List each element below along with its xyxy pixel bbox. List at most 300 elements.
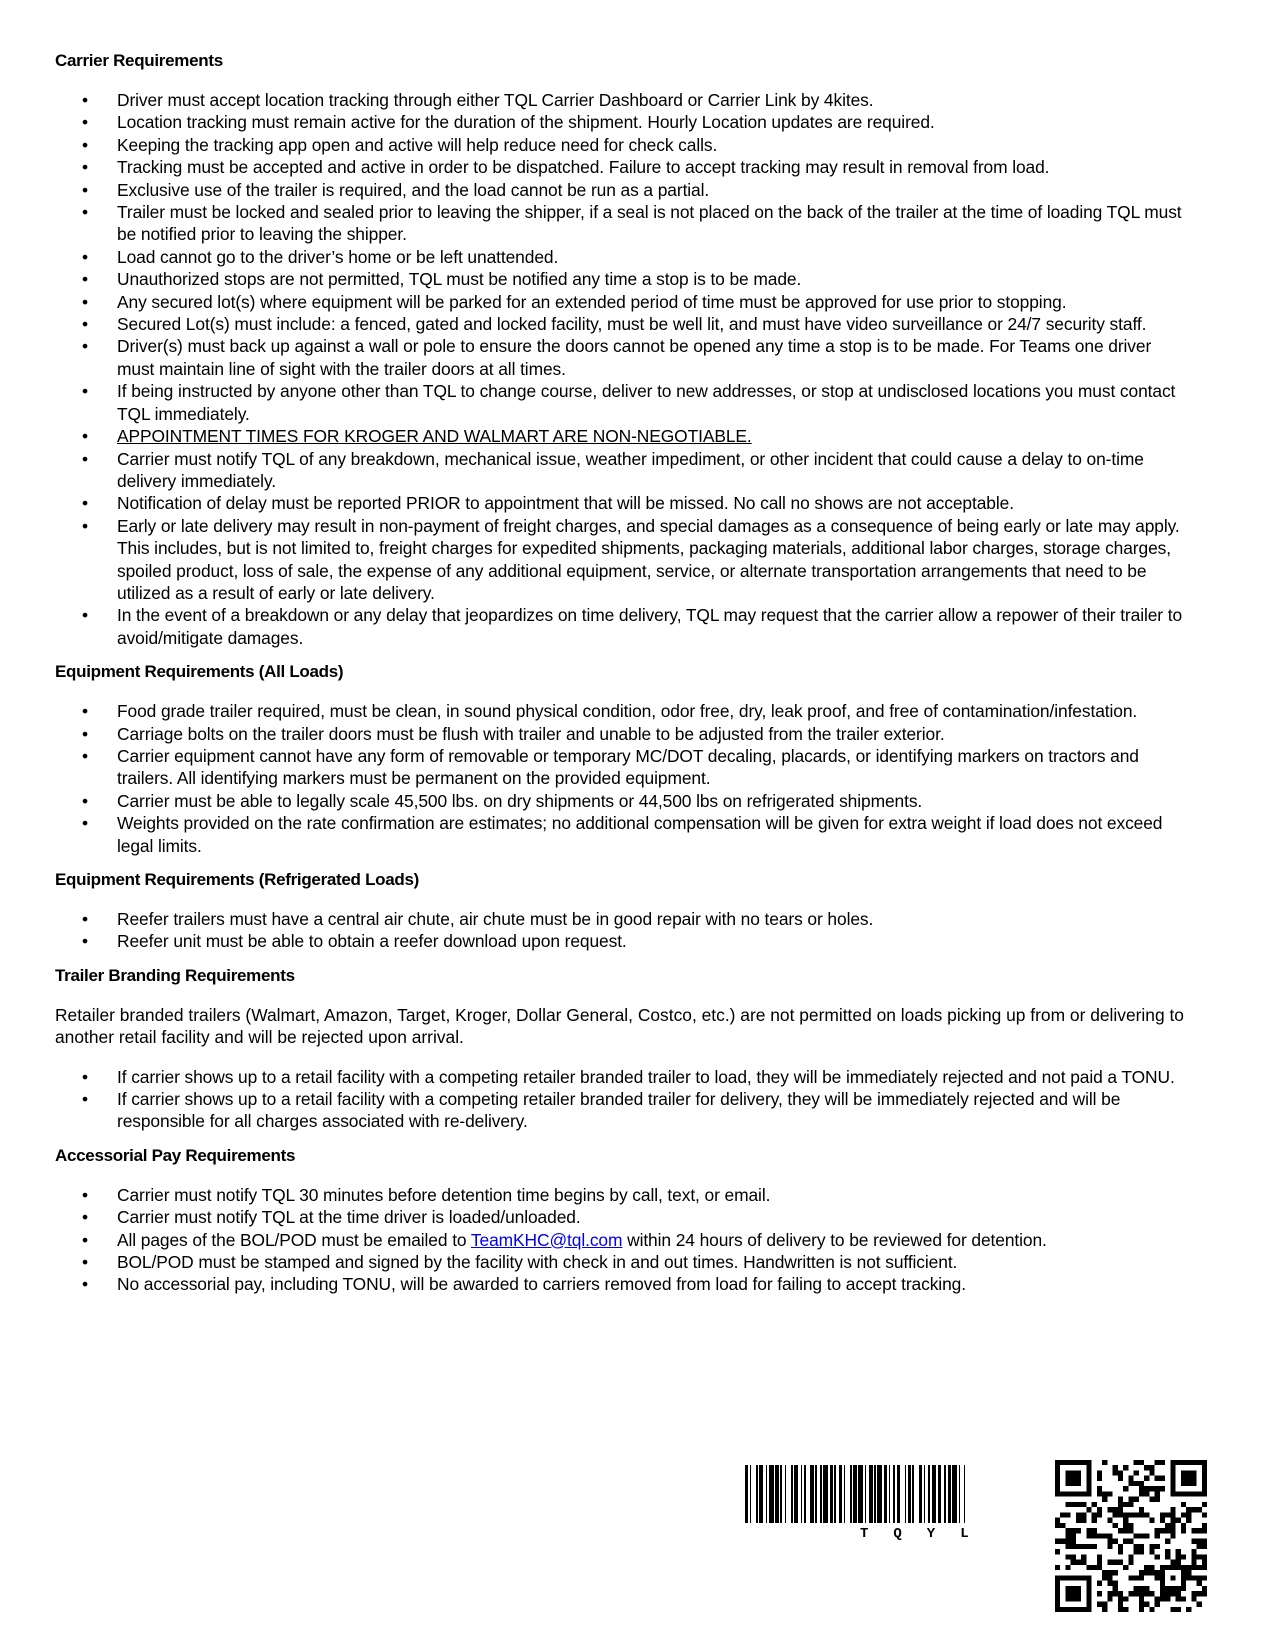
qr-module: [1149, 1518, 1154, 1523]
qr-module: [1123, 1486, 1128, 1491]
qr-module: [1165, 1512, 1170, 1517]
qr-module: [1071, 1544, 1076, 1549]
bullet-icon: •: [82, 1089, 88, 1110]
qr-module: [1107, 1491, 1112, 1496]
bullet-list: [55, 1066, 1190, 1133]
qr-module: [1202, 1544, 1207, 1549]
qr-module: [1128, 1502, 1133, 1507]
section-heading: Accessorial Pay Requirements: [55, 1145, 296, 1165]
list-item-text: Notification of delay must be reported PRIOR to appointment that will be missed. No call no shows are not acceptable.: [117, 493, 1014, 514]
qr-module: [1134, 1549, 1139, 1554]
qr-module: [1092, 1528, 1097, 1533]
qr-module: [1170, 1507, 1175, 1512]
qr-module: [1123, 1523, 1128, 1528]
qr-module: [1123, 1518, 1128, 1523]
qr-module: [1123, 1528, 1128, 1533]
qr-module: [1197, 1539, 1202, 1544]
list-item: [55, 745, 1190, 790]
qr-module: [1076, 1512, 1081, 1517]
qr-module: [1181, 1523, 1186, 1528]
qr-module: [1118, 1602, 1123, 1607]
qr-module: [1160, 1512, 1165, 1517]
qr-module: [1102, 1497, 1107, 1502]
section-paragraph: Retailer branded trailers (Walmart, Amazon, Target, Kroger, Dollar General, Costco, etc.) are not permitted on loads picking up from or delivering to another retail facility and will be rejected upon arrival.: [55, 1004, 1184, 1048]
bullet-icon: •: [82, 291, 88, 312]
qr-module: [1128, 1512, 1133, 1517]
qr-module: [1155, 1554, 1160, 1559]
qr-module: [1081, 1518, 1086, 1523]
bullet-icon: •: [82, 1207, 88, 1228]
qr-module: [1134, 1512, 1139, 1517]
qr-module: [1139, 1460, 1144, 1465]
bullet-list: [55, 908, 1190, 953]
qr-module: [1107, 1581, 1112, 1586]
qr-module: [1113, 1591, 1118, 1596]
bullet-icon: •: [82, 1066, 88, 1087]
qr-module: [1081, 1502, 1086, 1507]
qr-module: [1055, 1565, 1060, 1570]
qr-module: [1097, 1491, 1102, 1496]
qr-module: [1102, 1460, 1107, 1465]
list-item: [55, 268, 1190, 290]
bullet-list: [55, 700, 1190, 857]
qr-module: [1155, 1491, 1160, 1496]
bullet-icon: •: [82, 426, 88, 447]
qr-module: [1155, 1575, 1160, 1580]
qr-module: [1118, 1497, 1123, 1502]
bullet-icon: •: [82, 314, 88, 335]
qr-module: [1107, 1544, 1112, 1549]
qr-module: [1097, 1565, 1102, 1570]
qr-module: [1071, 1554, 1076, 1559]
qr-module: [1144, 1565, 1149, 1570]
list-item: [55, 335, 1190, 380]
list-item-text: If carrier shows up to a retail facility with a competing retailer branded trailer to load, they will be immediately rejected and not paid a TONU.: [117, 1066, 1175, 1087]
qr-module: [1118, 1560, 1123, 1565]
qr-module: [1202, 1539, 1207, 1544]
list-item-text: Trailer must be locked and sealed prior to leaving the shipper, if a seal is not placed on the back of the trailer at the time of loading TQL must be notified prior to leaving the shipper.: [117, 202, 1182, 245]
qr-module: [1097, 1554, 1102, 1559]
qr-module: [1092, 1502, 1097, 1507]
list-item: [55, 156, 1190, 178]
qr-module: [1144, 1476, 1149, 1481]
qr-module: [1097, 1512, 1102, 1517]
qr-module: [1102, 1607, 1107, 1612]
qr-module: [1071, 1533, 1076, 1538]
bullet-icon: •: [82, 1274, 88, 1295]
qr-module: [1113, 1512, 1118, 1517]
qr-module: [1097, 1602, 1102, 1607]
qr-module: [1202, 1512, 1207, 1517]
qr-module: [1134, 1497, 1139, 1502]
qr-module: [1149, 1465, 1154, 1470]
qr-module: [1128, 1497, 1133, 1502]
qr-module: [1155, 1602, 1160, 1607]
qr-module: [1165, 1554, 1170, 1559]
qr-module: [1139, 1507, 1144, 1512]
qr-module: [1170, 1533, 1175, 1538]
qr-module: [1123, 1565, 1128, 1570]
qr-module: [1081, 1544, 1086, 1549]
bullet-icon: •: [82, 448, 88, 469]
qr-module: [1202, 1528, 1207, 1533]
qr-module: [1139, 1607, 1144, 1612]
qr-module: [1144, 1465, 1149, 1470]
qr-module: [1076, 1502, 1081, 1507]
qr-module: [1134, 1470, 1139, 1475]
qr-module: [1139, 1602, 1144, 1607]
qr-module: [1149, 1544, 1154, 1549]
list-item-text: Keeping the tracking app open and active will help reduce need for check calls.: [117, 134, 718, 155]
qr-module: [1107, 1591, 1112, 1596]
qr-module: [1065, 1470, 1081, 1486]
barcode: [745, 1465, 1032, 1527]
qr-module: [1113, 1470, 1118, 1475]
list-item-text: In the event of a breakdown or any delay that jeopardizes on time delivery, TQL may request that the carrier allow a repower of their trailer to avoid/mitigate damages.: [117, 605, 1183, 648]
qr-module: [1202, 1591, 1207, 1596]
qr-module: [1197, 1507, 1202, 1512]
qr-module: [1144, 1512, 1149, 1517]
qr-module: [1181, 1554, 1186, 1559]
list-item: [55, 1206, 1190, 1228]
qr-module: [1107, 1539, 1112, 1544]
qr-module: [1155, 1533, 1160, 1538]
bullet-icon: •: [82, 90, 88, 110]
list-item: [55, 201, 1190, 246]
qr-module: [1076, 1544, 1081, 1549]
bullet-icon: •: [82, 790, 88, 811]
barcode-label: TQYL: [860, 1526, 994, 1542]
bullet-icon: •: [82, 493, 88, 514]
qr-module: [1128, 1476, 1133, 1481]
list-item-text: Reefer trailers must have a central air chute, air chute must be in good repair with no tears or holes.: [117, 909, 874, 929]
section-heading: Equipment Requirements (Refrigerated Loads): [55, 870, 419, 889]
qr-module: [1160, 1596, 1165, 1601]
qr-module: [1202, 1560, 1207, 1565]
qr-module: [1134, 1544, 1139, 1549]
bullet-icon: •: [82, 157, 88, 178]
qr-module: [1086, 1507, 1091, 1512]
qr-module: [1197, 1565, 1202, 1570]
qr-module: [1071, 1560, 1076, 1565]
qr-module: [1065, 1565, 1070, 1570]
qr-module: [1176, 1591, 1181, 1596]
qr-module: [1139, 1586, 1144, 1591]
qr-module: [1123, 1512, 1128, 1517]
qr-module: [1118, 1607, 1123, 1612]
bullet-icon: •: [82, 701, 88, 722]
qr-module: [1149, 1497, 1154, 1502]
list-item: [55, 1251, 1190, 1273]
qr-module: [1202, 1554, 1207, 1559]
list-item-text: Weights provided on the rate confirmation are estimates; no additional compensation will be given for extra weight if load does not exceed legal limits.: [117, 813, 1163, 856]
qr-module: [1149, 1607, 1154, 1612]
list-item: [55, 134, 1190, 156]
qr-module: [1139, 1491, 1144, 1496]
qr-module: [1065, 1502, 1070, 1507]
qr-module: [1097, 1507, 1102, 1512]
qr-module: [1186, 1518, 1191, 1523]
qr-module: [1092, 1544, 1097, 1549]
qr-module: [1092, 1518, 1097, 1523]
qr-module: [1113, 1465, 1118, 1470]
qr-module: [1165, 1528, 1170, 1533]
qr-module: [1092, 1533, 1097, 1538]
list-item-text: All pages of the BOL/POD must be emailed to: [117, 1229, 471, 1250]
qr-module: [1086, 1565, 1091, 1570]
qr-module: [1065, 1554, 1070, 1559]
qr-module: [1107, 1596, 1112, 1601]
qr-module: [1065, 1528, 1070, 1533]
qr-module: [1118, 1470, 1123, 1475]
qr-module: [1149, 1470, 1154, 1475]
qr-module: [1060, 1512, 1065, 1517]
qr-module: [1071, 1502, 1076, 1507]
qr-module: [1144, 1486, 1149, 1491]
qr-module: [1197, 1528, 1202, 1533]
list-item-text: Tracking must be accepted and active in order to be dispatched. Failure to accept tracking may result in removal from load.: [117, 157, 1050, 178]
qr-module: [1113, 1581, 1118, 1586]
qr-module: [1149, 1570, 1154, 1575]
qr-module: [1134, 1586, 1139, 1591]
qr-module: [1128, 1554, 1133, 1559]
qr-module: [1097, 1560, 1102, 1565]
bullet-list: [55, 1184, 1190, 1296]
qr-module: [1081, 1560, 1086, 1565]
bullet-icon: •: [82, 813, 88, 834]
qr-module: [1076, 1528, 1081, 1533]
qr-module: [1186, 1565, 1191, 1570]
qr-module: [1113, 1586, 1118, 1591]
qr-module: [1086, 1533, 1091, 1538]
qr-module: [1102, 1533, 1107, 1538]
qr-module: [1128, 1528, 1133, 1533]
list-item: [55, 246, 1190, 268]
qr-module: [1139, 1570, 1144, 1575]
qr-module: [1176, 1554, 1181, 1559]
qr-module: [1065, 1539, 1070, 1544]
list-item-text: Any secured lot(s) where equipment will be parked for an extended period of time must be approved for use prior to stopping.: [117, 291, 1067, 312]
qr-module: [1149, 1486, 1154, 1491]
bullet-icon: •: [82, 1229, 88, 1250]
qr-module: [1134, 1591, 1139, 1596]
qr-module: [1118, 1549, 1123, 1554]
qr-module: [1202, 1575, 1207, 1580]
list-item: [55, 89, 1190, 111]
qr-module: [1118, 1512, 1123, 1517]
list-item-text: Reefer unit must be able to obtain a reefer download upon request.: [117, 931, 627, 952]
qr-module: [1097, 1533, 1102, 1538]
qr-module: [1118, 1476, 1123, 1481]
qr-module: [1134, 1533, 1139, 1538]
qr-module: [1097, 1470, 1102, 1475]
qr-module: [1176, 1560, 1181, 1565]
qr-module: [1139, 1596, 1144, 1601]
qr-module: [1102, 1491, 1107, 1496]
list-item-text: Secured Lot(s) must include: a fenced, gated and locked facility, must be well lit, and must have video surveillance or 24/7 security staff.: [117, 314, 1147, 335]
list-item-text: Driver(s) must back up against a wall or pole to ensure the doors cannot be opened any time a stop is to be made. For Teams one driver must maintain line of sight with the trailer doors at all times.: [117, 336, 1152, 379]
bullet-icon: •: [82, 745, 88, 766]
section-heading: Equipment Requirements (All Loads): [55, 662, 344, 682]
qr-module: [1102, 1575, 1107, 1580]
qr-module: [1097, 1591, 1102, 1596]
qr-module: [1123, 1502, 1128, 1507]
qr-module: [1139, 1533, 1144, 1538]
qr-module: [1055, 1518, 1060, 1523]
qr-module: [1191, 1528, 1196, 1533]
qr-module: [1113, 1507, 1118, 1512]
bullet-icon: •: [82, 1184, 88, 1205]
qr-module: [1071, 1528, 1076, 1533]
qr-module: [1202, 1523, 1207, 1528]
qr-module: [1197, 1581, 1202, 1586]
qr-module: [1149, 1591, 1154, 1596]
list-item-text: Carrier must notify TQL of any breakdown, mechanical issue, weather impediment, or other incident that could cause a delay to on-time delivery immediately.: [117, 448, 1144, 491]
qr-module: [1191, 1560, 1196, 1565]
qr-code: [1055, 1460, 1207, 1612]
qr-module: [1097, 1486, 1102, 1491]
qr-module: [1134, 1575, 1139, 1580]
qr-module: [1065, 1586, 1081, 1602]
qr-module: [1165, 1596, 1170, 1601]
qr-module: [1191, 1596, 1196, 1601]
qr-module: [1113, 1539, 1118, 1544]
qr-module: [1128, 1539, 1133, 1544]
bullet-icon: •: [82, 515, 88, 536]
qr-module: [1176, 1596, 1181, 1601]
qr-module: [1107, 1560, 1112, 1565]
qr-module: [1170, 1560, 1175, 1565]
section-heading: Carrier Requirements: [55, 51, 223, 70]
list-item-text: If carrier shows up to a retail facility with a competing retailer branded trailer for delivery, they will be immediately rejected and will be responsible for all charges associated with re-delivery.: [117, 1089, 1121, 1132]
list-item: [55, 515, 1190, 605]
qr-module: [1128, 1523, 1133, 1528]
qr-module: [1155, 1460, 1160, 1465]
qr-module: [1144, 1586, 1149, 1591]
qr-module: [1123, 1596, 1128, 1601]
qr-module: [1165, 1549, 1170, 1554]
bullet-icon: •: [82, 134, 88, 155]
list-item: [55, 1088, 1190, 1133]
qr-module: [1144, 1491, 1149, 1496]
qr-module: [1160, 1591, 1165, 1596]
qr-module: [1107, 1533, 1112, 1538]
qr-module: [1160, 1528, 1165, 1533]
list-item-text: Driver must accept location tracking through either TQL Carrier Dashboard or Carrier Link by 4kites.: [117, 90, 874, 110]
qr-module: [1123, 1607, 1128, 1612]
list-item: [55, 604, 1190, 649]
qr-module: [1191, 1539, 1196, 1544]
qr-module: [1102, 1602, 1107, 1607]
qr-module: [1186, 1575, 1191, 1580]
list-item: [55, 723, 1190, 745]
bullet-icon: •: [82, 1252, 88, 1273]
qr-module: [1197, 1554, 1202, 1559]
bullet-icon: •: [82, 269, 88, 290]
qr-module: [1118, 1502, 1123, 1507]
bullet-icon: •: [82, 179, 88, 200]
qr-module: [1139, 1575, 1144, 1580]
qr-module: [1186, 1607, 1191, 1612]
qr-module: [1081, 1554, 1086, 1559]
list-item-text: Location tracking must remain active for the duration of the shipment. Hourly Location updates are required.: [117, 112, 935, 133]
qr-module: [1176, 1518, 1181, 1523]
qr-module: [1155, 1497, 1160, 1502]
list-item: [55, 111, 1190, 133]
list-item-text: Carrier must notify TQL 30 minutes before detention time begins by call, text, or email.: [117, 1184, 771, 1205]
qr-module: [1139, 1544, 1144, 1549]
qr-module: [1170, 1528, 1175, 1533]
bullet-icon: •: [82, 605, 88, 626]
qr-module: [1086, 1528, 1091, 1533]
qr-module: [1160, 1476, 1165, 1481]
qr-module: [1197, 1591, 1202, 1596]
qr-module: [1191, 1554, 1196, 1559]
qr-module: [1186, 1570, 1191, 1575]
qr-module: [1097, 1581, 1102, 1586]
bullet-icon: •: [82, 723, 88, 744]
qr-module: [1065, 1544, 1070, 1549]
qr-module: [1128, 1575, 1133, 1580]
bullet-icon: •: [82, 931, 88, 952]
qr-module: [1134, 1460, 1139, 1465]
qr-module: [1160, 1460, 1165, 1465]
list-item-text: APPOINTMENT TIMES FOR KROGER AND WALMART ARE NON-NEGOTIABLE.: [117, 426, 752, 447]
list-item: [55, 1273, 1190, 1295]
qr-module: [1191, 1565, 1196, 1570]
list-item-text: Carrier must notify TQL at the time driver is loaded/unloaded.: [117, 1207, 581, 1228]
bullet-list: [55, 89, 1190, 649]
qr-module: [1197, 1602, 1202, 1607]
bullet-icon: •: [82, 336, 88, 357]
qr-module: [1197, 1544, 1202, 1549]
qr-module: [1149, 1565, 1154, 1570]
qr-module: [1139, 1512, 1144, 1517]
qr-module: [1160, 1518, 1165, 1523]
list-item: [55, 380, 1190, 425]
list-item: [55, 313, 1190, 335]
bullet-icon: •: [82, 381, 88, 402]
list-item: [55, 179, 1190, 201]
list-item-text: Load cannot go to the driver’s home or be left unattended.: [117, 246, 559, 267]
qr-module: [1176, 1607, 1181, 1612]
list-item-text: Unauthorized stops are not permitted, TQL must be notified any time a stop is to be made.: [117, 269, 802, 290]
list-item: [55, 448, 1190, 493]
qr-module: [1081, 1512, 1086, 1517]
list-item-text: Carriage bolts on the trailer doors must be flush with trailer and unable to be adjusted from the trailer exterior.: [117, 723, 945, 744]
qr-module: [1144, 1602, 1149, 1607]
list-item: [55, 812, 1190, 857]
qr-module: [1176, 1549, 1181, 1554]
qr-module: [1191, 1575, 1196, 1580]
qr-module: [1118, 1596, 1123, 1601]
qr-module: [1123, 1465, 1128, 1470]
list-item-text: Food grade trailer required, must be clean, in sound physical condition, odor free, dry, leak proof, and free of contamination/infestation.: [117, 701, 1138, 722]
qr-module: [1092, 1565, 1097, 1570]
qr-module: [1155, 1476, 1160, 1481]
qr-module: [1155, 1544, 1160, 1549]
list-item-text: BOL/POD must be stamped and signed by the facility with check in and out times. Handwritten is not sufficient.: [117, 1252, 958, 1273]
list-item-text: Carrier equipment cannot have any form of removable or temporary MC/DOT decaling, placards, or identifying markers on tractors and trailers. All identifying markers must be permanent on the provided equipment.: [117, 745, 1139, 789]
qr-module: [1155, 1528, 1160, 1533]
qr-module: [1076, 1518, 1081, 1523]
bullet-icon: •: [82, 246, 88, 267]
qr-module: [1139, 1481, 1144, 1486]
email-link[interactable]: TeamKHC@tql.com: [470, 1229, 623, 1250]
list-item-text: Carrier must be able to legally scale 45,500 lbs. on dry shipments or 44,500 lbs on refrigerated shipments.: [117, 790, 923, 811]
list-item-text: No accessorial pay, including TONU, will be awarded to carriers removed from load for failing to accept tracking.: [117, 1274, 966, 1295]
list-item: [55, 425, 1190, 447]
